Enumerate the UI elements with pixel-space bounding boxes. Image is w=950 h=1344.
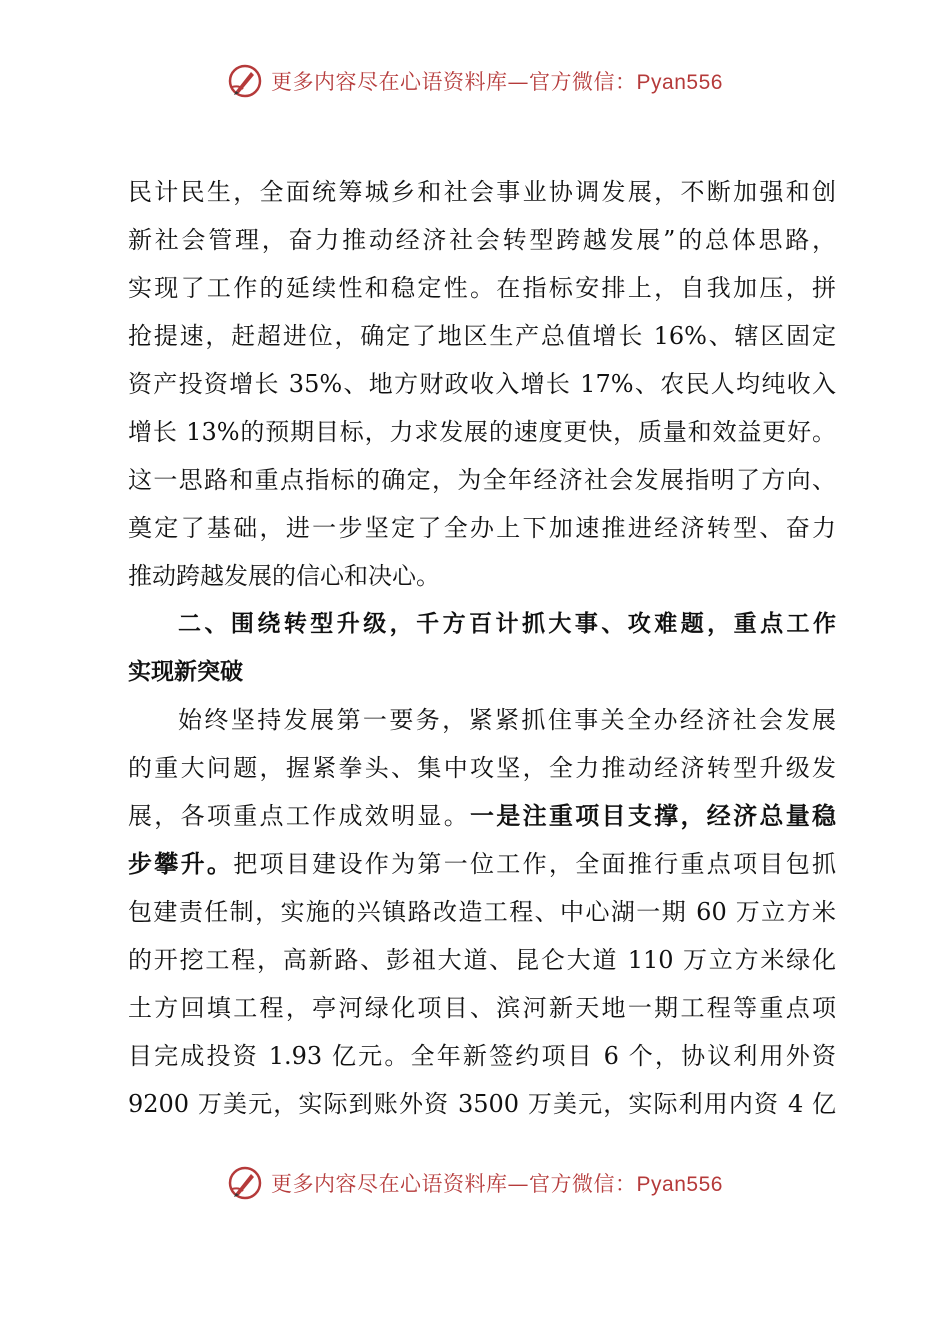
body-line-9: 推动跨越发展的信心和决心。 <box>128 562 440 590</box>
section-heading-line-2: 实现新突破 <box>128 659 243 685</box>
watermark-label: 更多内容尽在心语资料库—官方微信： <box>271 1172 637 1196</box>
para2-line-3 <box>128 792 836 840</box>
body-line-5: 资产投资增长 35%、地方财政收入增长 17%、农民人均纯收入 <box>128 370 836 398</box>
body-line-6: 增长 13%的预期目标，力求发展的速度更快，质量和效益更好。 <box>128 418 836 446</box>
pen-quill-logo-icon <box>227 63 263 99</box>
para2-line-4-text: 把项目建设作为第一位工作，全面推行重点项目包抓 <box>233 850 837 878</box>
body-line-1: 民计民生，全面统筹城乡和社会事业协调发展，不断加强和创 <box>128 178 836 206</box>
highlight-point-one-end: 步攀升。 <box>128 850 234 878</box>
highlight-point-one: 一是注重项目支撑，经济总量稳 <box>470 802 836 830</box>
watermark-label: 更多内容尽在心语资料库—官方微信： <box>271 70 637 94</box>
watermark-account: Pyan556 <box>636 71 723 94</box>
body-line-7: 这一思路和重点指标的确定，为全年经济社会发展指明了方向、 <box>128 466 836 494</box>
para2-line-2: 的重大问题，握紧拳头、集中攻坚，全力推动经济转型升级发 <box>128 754 836 782</box>
para2-line-8: 目完成投资 1.93 亿元。全年新签约项目 6 个，协议利用外资 <box>128 1042 836 1070</box>
para2-line-3-text: 展，各项重点工作成效明显。 <box>128 802 470 830</box>
para2-line-6: 的开挖工程，高新路、彭祖大道、昆仑大道 110 万立方米绿化 <box>128 946 836 974</box>
body-line-4: 抢提速，赶超进位，确定了地区生产总值增长 16%、辖区固定 <box>128 322 836 350</box>
footer-watermark <box>0 1160 950 1206</box>
watermark-text <box>271 1168 723 1198</box>
watermark-text <box>271 66 723 96</box>
para2-line-1: 始终坚持发展第一要务，紧紧抓住事关全办经济社会发展 <box>178 706 836 734</box>
para2-line-9: 9200 万美元，实际到账外资 3500 万美元，实际利用内资 4 亿 <box>128 1090 836 1118</box>
watermark-account: Pyan556 <box>636 1173 723 1196</box>
pen-quill-logo-icon <box>227 1165 263 1201</box>
para2-line-7: 土方回填工程，亭河绿化项目、滨河新天地一期工程等重点项 <box>128 994 836 1022</box>
section-heading-line-1: 二、围绕转型升级，千方百计抓大事、攻难题，重点工作 <box>178 611 836 637</box>
header-watermark <box>0 58 950 104</box>
para2-line-4 <box>128 840 836 888</box>
body-line-8: 奠定了基础，进一步坚定了全办上下加速推进经济转型、奋力 <box>128 514 836 542</box>
body-line-3: 实现了工作的延续性和稳定性。在指标安排上，自我加压，拼 <box>128 274 836 302</box>
para2-line-5: 包建责任制，实施的兴镇路改造工程、中心湖一期 60 万立方米 <box>128 898 836 926</box>
body-line-2: 新社会管理，奋力推动经济社会转型跨越发展”的总体思路， <box>128 226 836 254</box>
document-body <box>128 168 836 1128</box>
